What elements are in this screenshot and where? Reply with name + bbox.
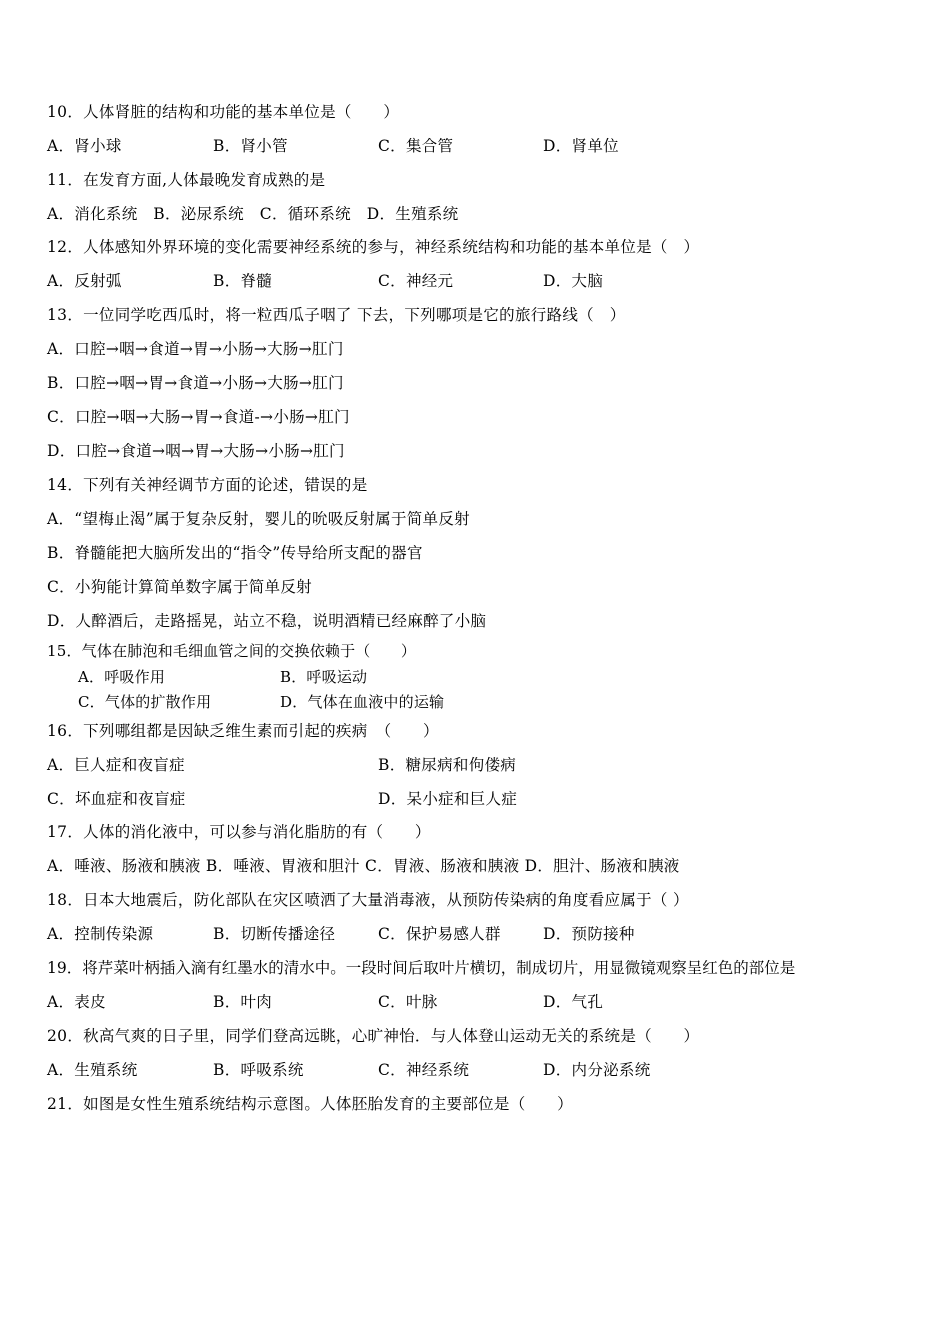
question-18-stem: 18．日本大地震后，防化部队在灾区喷洒了大量消毒液，从预防传染病的角度看应属于（ ） xyxy=(47,891,689,909)
question-12-option-a: A．反射弧 xyxy=(47,272,122,290)
question-20-option-b: B．呼吸系统 xyxy=(213,1061,304,1079)
question-19-option-b: B．叶肉 xyxy=(213,993,273,1011)
question-13-stem: 13．一位同学吃西瓜时，将一粒西瓜子咽了 下去，下列哪项是它的旅行路线（ ） xyxy=(47,306,626,324)
question-13-option-d: D．口腔→食道→咽→胃→大肠→小肠→肛门 xyxy=(47,442,345,460)
question-12-option-b: B．脊髓 xyxy=(213,272,273,290)
question-20-option-a: A．生殖系统 xyxy=(47,1061,138,1079)
question-19-option-d: D．气孔 xyxy=(543,993,604,1011)
question-10-option-b: B．肾小管 xyxy=(213,137,288,155)
question-15-option-c: C．气体的扩散作用 xyxy=(78,693,212,711)
question-19-option-a: A．表皮 xyxy=(47,993,106,1011)
question-15-option-a: A．呼吸作用 xyxy=(78,668,166,686)
question-16-option-b: B．糖尿病和佝偻病 xyxy=(378,756,517,774)
question-15-stem: 15．气体在肺泡和毛细血管之间的交换依赖于（ ） xyxy=(47,642,417,660)
question-10-option-c: C．集合管 xyxy=(378,137,454,155)
question-12-option-c: C．神经元 xyxy=(378,272,454,290)
question-16-option-d: D．呆小症和巨人症 xyxy=(378,790,518,808)
question-19-stem: 19．将芹菜叶柄插入滴有红墨水的清水中。一段时间后取叶片横切，制成切片，用显微镜观察呈红色的部位是 xyxy=(47,959,796,977)
question-10-option-d: D．肾单位 xyxy=(543,137,619,155)
question-18-option-d: D．预防接种 xyxy=(543,925,635,943)
question-21-stem: 21．如图是女性生殖系统结构示意图。人体胚胎发育的主要部位是（ ） xyxy=(47,1095,573,1113)
question-15-option-b: B．呼吸运动 xyxy=(280,668,368,686)
question-20-stem: 20．秋高气爽的日子里，同学们登高远眺，心旷神怡．与人体登山运动无关的系统是（ ） xyxy=(47,1027,700,1045)
question-18-option-b: B．切断传播途径 xyxy=(213,925,336,943)
question-10-option-a: A．肾小球 xyxy=(47,137,122,155)
question-14-option-b: B．脊髓能把大脑所发出的“指令”传导给所支配的器官 xyxy=(47,544,423,562)
question-20-option-d: D．内分泌系统 xyxy=(543,1061,651,1079)
question-10-stem: 10．人体肾脏的结构和功能的基本单位是（ ） xyxy=(47,103,400,121)
question-15-option-d: D．气体在血液中的运输 xyxy=(280,693,445,711)
question-13-option-c: C．口腔→咽→大肠→胃→食道-→小肠→肛门 xyxy=(47,408,350,426)
question-17-stem: 17．人体的消化液中，可以参与消化脂肪的有（ ） xyxy=(47,823,431,841)
question-14-option-c: C．小狗能计算简单数字属于简单反射 xyxy=(47,578,312,596)
question-17-options: A．唾液、肠液和胰液 B．唾液、胃液和胆汁 C．胃液、肠液和胰液 D．胆汁、肠液和胰液 xyxy=(47,857,680,875)
question-12-stem: 12．人体感知外界环境的变化需要神经系统的参与，神经系统结构和功能的基本单位是（ ） xyxy=(47,238,700,256)
question-16-option-c: C．坏血症和夜盲症 xyxy=(47,790,186,808)
question-14-option-a: A．“望梅止渴”属于复杂反射，婴儿的吮吸反射属于简单反射 xyxy=(47,510,470,528)
question-14-option-d: D．人醉酒后，走路摇晃，站立不稳，说明酒精已经麻醉了小脑 xyxy=(47,612,487,630)
question-18-option-a: A．控制传染源 xyxy=(47,925,154,943)
question-12-option-d: D．大脑 xyxy=(543,272,604,290)
question-11-stem: 11．在发育方面,人体最晚发育成熟的是 xyxy=(47,171,326,189)
question-18-option-c: C．保护易感人群 xyxy=(378,925,501,943)
question-13-option-b: B．口腔→咽→胃→食道→小肠→大肠→肛门 xyxy=(47,374,344,392)
question-11-options: A．消化系统 B．泌尿系统 C．循环系统 D．生殖系统 xyxy=(47,205,459,223)
question-16-option-a: A．巨人症和夜盲症 xyxy=(47,756,185,774)
question-14-stem: 14．下列有关神经调节方面的论述，错误的是 xyxy=(47,476,368,494)
question-16-stem: 16．下列哪组都是因缺乏维生素而引起的疾病 （ ） xyxy=(47,722,439,740)
question-19-option-c: C．叶脉 xyxy=(378,993,438,1011)
question-13-option-a: A．口腔→咽→食道→胃→小肠→大肠→肛门 xyxy=(47,340,344,358)
question-20-option-c: C．神经系统 xyxy=(378,1061,470,1079)
